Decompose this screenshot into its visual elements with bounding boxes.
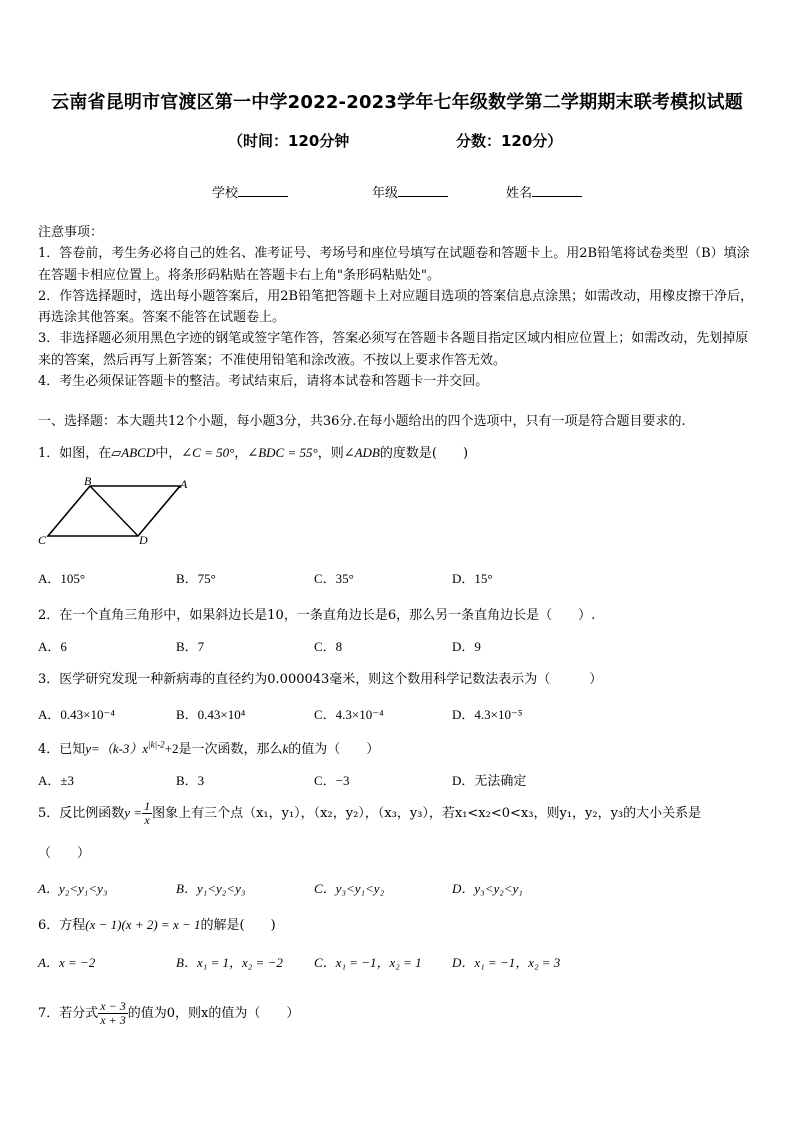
- q6-option-b[interactable]: B．x₁ = 1，x₂ = −2: [176, 955, 283, 970]
- question-6: [38, 914, 276, 933]
- note-item: 2．作答选择题时，选出每小题答案后，用2B铅笔把答题卡上对应题目选项的答案信息点涂黑；如需改动，用橡皮擦干净后，再选涂其他答案。答案不能答在试题卷上。: [38, 288, 754, 326]
- grade-blank[interactable]: [398, 184, 448, 197]
- q5-fraction: [142, 800, 152, 827]
- page-title: 云南省昆明市官渡区第一中学2022-2023学年七年级数学第二学期期末联考模拟试题: [51, 92, 743, 113]
- q6-option-c[interactable]: C．x₁ = −1，x₂ = 1: [314, 955, 422, 970]
- exam-score: 分数：120分）: [456, 132, 563, 150]
- q1-option-c[interactable]: C．35°: [314, 571, 354, 586]
- school-blank[interactable]: [238, 184, 288, 197]
- q3-option-d[interactable]: D．4.3×10⁻⁵: [452, 707, 523, 722]
- vertex-label-d: D: [139, 533, 148, 547]
- q3-option-b[interactable]: B．0.43×10⁴: [176, 707, 246, 722]
- question-7: [38, 1000, 299, 1027]
- notes-block: [38, 222, 758, 392]
- name-label: 姓名: [506, 186, 533, 201]
- q1-angle-bdc: ∠BDC = 55°: [247, 445, 318, 460]
- q6-suffix: 的解是( ): [200, 918, 276, 933]
- q4-exponent: |k|-2: [148, 739, 165, 750]
- q1-mid2: ，则: [317, 446, 344, 461]
- q4-suffix2: 的值为（ ）: [288, 742, 380, 757]
- q3-option-a[interactable]: A．0.43×10⁻⁴: [38, 707, 115, 722]
- grade-field: [372, 182, 448, 201]
- q4-option-a[interactable]: A．±3: [38, 773, 75, 788]
- grade-label: 年级: [372, 186, 399, 201]
- question-5: [38, 800, 701, 827]
- q2-option-b[interactable]: B．7: [176, 639, 205, 654]
- q5-frac-num: 1: [144, 799, 151, 813]
- q4-option-d[interactable]: D．无法确定: [452, 773, 527, 788]
- note-item: 1．答卷前，考生务必将自己的姓名、准考证号、考场号和座位号填写在试题卷和答题卡上。用2B铅笔将试卷类型（B）填涂在答题卡相应位置上。将条形码粘贴在答题卡右上角"条形码粘贴处"。: [38, 246, 750, 283]
- q2-option-d[interactable]: D．9: [452, 639, 481, 654]
- q1-suffix: 的度数是( ): [379, 446, 469, 461]
- q1-option-b[interactable]: B．75°: [176, 571, 216, 586]
- q1-parallelogram: ▱ABCD: [111, 445, 156, 460]
- q6-prefix: 6．方程: [38, 918, 86, 933]
- q1-prefix: 1．如图，在: [38, 446, 112, 461]
- q1-angle-c: ∠C = 50°: [181, 445, 235, 460]
- note-item: 3．非选择题必须用黑色字迹的钢笔或签字笔作答，答案必须写在答题卡各题目指定区域内相应位置上；如需改动，先划掉原来的答案，然后再写上新答案；不准使用铅笔和涂改液。不按以上要求作答无效。: [38, 331, 749, 368]
- parallelogram-figure: [34, 474, 204, 550]
- q5-prefix: 5．反比例函数: [38, 806, 125, 821]
- section-heading: 一、选择题：本大题共12个小题，每小题3分，共36分.在每小题给出的四个选项中，只有一项是符合题目要求的.: [38, 414, 686, 429]
- name-field: [506, 182, 582, 201]
- question-4: [38, 738, 379, 757]
- q6-option-d[interactable]: D．x₁ = −1，x₂ = 3: [452, 955, 561, 970]
- q4-prefix: 4．已知: [38, 742, 86, 757]
- q5-option-a[interactable]: A．y₂<y₁<y₃: [38, 881, 108, 896]
- q1-option-d[interactable]: D．15°: [452, 571, 493, 586]
- exam-time: （时间：120分钟: [228, 132, 350, 150]
- q5-frac-den: x: [144, 813, 150, 827]
- school-field: [212, 182, 288, 201]
- q1-mid1: 中，: [155, 446, 182, 461]
- name-blank[interactable]: [532, 184, 582, 197]
- q5-option-d[interactable]: D．y₃<y₂<y₁: [452, 881, 523, 896]
- q7-frac-den: x + 3: [100, 1013, 126, 1027]
- q5-mid: 图象上有三个点（x₁，y₁），（x₂，y₂），（x₃，y₃），若x₁<x₂<0<x₃，则y₁，y₂，y₃的大小关系是: [152, 806, 702, 821]
- q5-blank: （ ）: [38, 846, 91, 861]
- q6-option-a[interactable]: A．x = −2: [38, 955, 96, 970]
- q7-suffix: 的值为0，则x的值为（ ）: [127, 1006, 300, 1021]
- q4-option-c[interactable]: C．−3: [314, 773, 350, 788]
- vertex-label-c: C: [38, 533, 47, 547]
- diagonal-bd: [90, 486, 138, 536]
- q5-option-b[interactable]: B．y₁<y₂<y₃: [176, 881, 246, 896]
- q7-prefix: 7．若分式: [38, 1006, 99, 1021]
- question-2: 2．在一个直角三角形中，如果斜边长是10，一条直角边长是6，那么另一条直角边长是（ ）.: [38, 608, 596, 623]
- q6-equation: (x − 1)(x + 2) = x − 1: [85, 917, 201, 932]
- q7-fraction: [98, 1000, 127, 1027]
- q1-option-a[interactable]: A．105°: [38, 571, 86, 586]
- q7-frac-num: x − 3: [100, 999, 126, 1013]
- school-label: 学校: [212, 186, 239, 201]
- q2-option-a[interactable]: A．6: [38, 639, 67, 654]
- vertex-label-b: B: [84, 474, 92, 488]
- q1-sep: ，: [234, 446, 248, 461]
- q2-option-c[interactable]: C．8: [314, 639, 343, 654]
- q4-tail: +2: [164, 741, 179, 756]
- q5-func-lhs: y =: [124, 805, 143, 820]
- q4-suffix: 是一次函数，那么: [178, 742, 283, 757]
- q5-option-c[interactable]: C．y₃<y₁<y₂: [314, 881, 385, 896]
- q3-option-c[interactable]: C．4.3×10⁻⁴: [314, 707, 384, 722]
- q1-angle-adb: ∠ADB: [343, 445, 380, 460]
- q4-option-b[interactable]: B．3: [176, 773, 205, 788]
- notes-heading: 注意事项：: [38, 225, 104, 240]
- q4-expr: y=（k-3）x: [85, 741, 149, 756]
- note-item: 4．考生必须保证答题卡的整洁。考试结束后，请将本试卷和答题卡一并交回。: [38, 374, 489, 390]
- vertex-label-a: A: [180, 477, 188, 491]
- q4-k: k: [282, 741, 289, 756]
- question-1: [38, 442, 468, 461]
- question-3: 3．医学研究发现一种新病毒的直径约为0.000043毫米，则这个数用科学记数法表示为（ ）: [38, 672, 603, 687]
